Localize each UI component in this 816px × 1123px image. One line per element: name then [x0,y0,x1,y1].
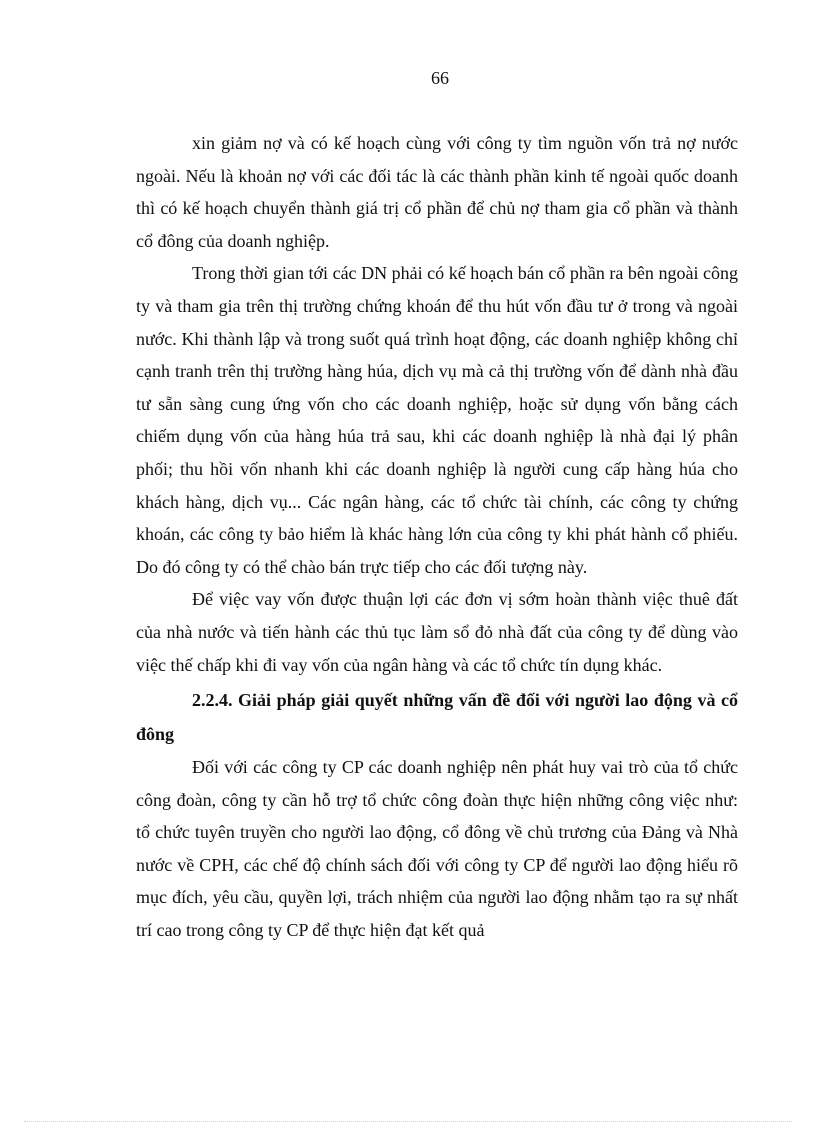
page-bottom-divider [24,1121,792,1122]
paragraph-continuation: xin giảm nợ và có kế hoạch cùng với công ty tìm nguồn vốn trả nợ nước ngoài. Nếu là khoản nợ với các đối tác là các thành phần kinh tế ngoài quốc doanh thì có kế hoạch chuyển thành giá trị cổ phần để chủ nợ tham gia cổ phần và thành cổ đông của doanh nghiệp. [136,133,738,251]
paragraph-share-sale: Trong thời gian tới các DN phải có kế hoạch bán cổ phần ra bên ngoài công ty và tham gia trên thị trường chứng khoán để thu hút vốn đầu tư ở trong và ngoài nước. Khi thành lập và trong suốt quá trình hoạt động, các doanh nghiệp không chỉ cạnh tranh trên thị trường hàng húa, dịch vụ mà cả thị trường vốn để dành nhà đầu tư sẵn sàng cung ứng vốn cho các doanh nghiệp, hoặc sử dụng vốn bằng cách chiếm dụng vốn của hàng húa trả sau, khi các doanh nghiệp là nhà đại lý phân phối; thu hồi vốn nhanh khi các doanh nghiệp là người cung cấp hàng húa cho khách hàng, dịch vụ... Các ngân hàng, các tổ chức tài chính, các công ty chứng khoán, các công ty bảo hiểm là khác hàng lớn của công ty khi phát hành cổ phiếu. Do đó công ty có thể chào bán trực tiếp cho các đối tượng này. [136,263,738,577]
paragraph-labor: Đối với các công ty CP các doanh nghiệp nên phát huy vai trò của tổ chức công đoàn, công ty cần hỗ trợ tổ chức công đoàn thực hiện những công việc như: tổ chức tuyên truyền cho người lao động, cổ đông về chủ trương của Đảng và Nhà nước về CPH, các chế độ chính sách đối với công ty CP để người lao động hiểu rõ mục đích, yêu cầu, quyền lợi, trách nhiệm của người lao động nhằm tạo ra sự nhất trí cao trong công ty CP để thực hiện đạt kết quả [136,757,738,941]
document-body [136,127,738,947]
section-heading: 2.2.4. Giải pháp giải quyết những vấn đề đối với người lao động và cổ đông [136,690,738,745]
paragraph-loan: Để việc vay vốn được thuận lợi các đơn vị sớm hoàn thành việc thuê đất của nhà nước và tiến hành các thủ tục làm sổ đỏ nhà đất của công ty để dùng vào việc thế chấp khi đi vay vốn của ngân hàng và các tổ chức tín dụng khác. [136,589,738,675]
page-number: 66 [431,68,449,88]
